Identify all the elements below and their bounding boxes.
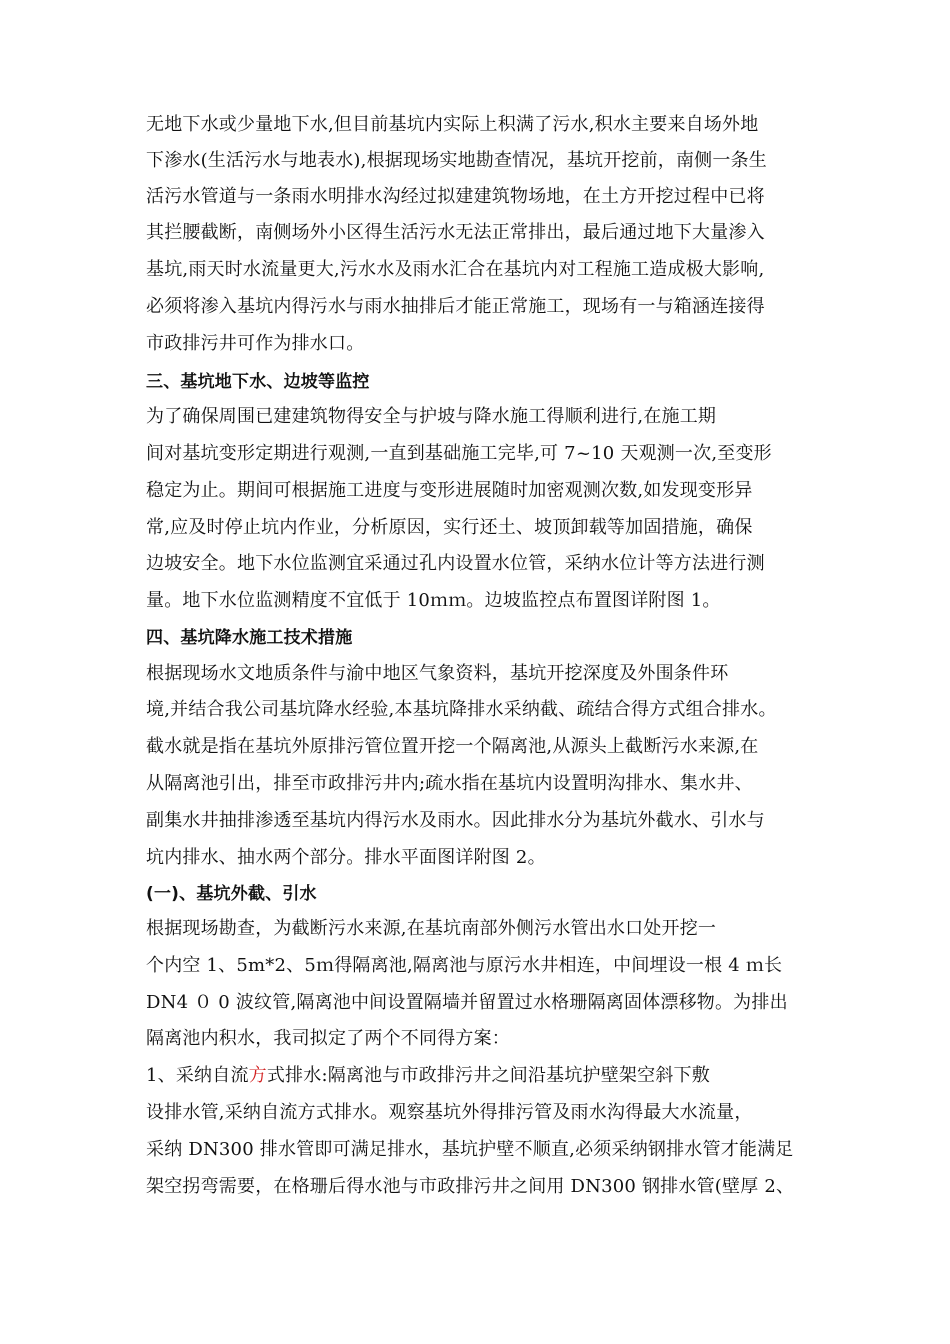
paragraph-line: 活污水管道与一条雨水明排水沟经过拟建建筑物场地，在土方开挖过程中已将 bbox=[146, 186, 765, 207]
paragraph-line: 采纳 DN300 排水管即可满足排水，基坑护壁不顺直,必须采纳钢排水管才能满足 bbox=[146, 1139, 794, 1160]
paragraph-line-with-highlight bbox=[146, 1064, 710, 1088]
paragraph-line: 稳定为止。期间可根据施工进度与变形进展随时加密观测次数,如发现变形异 bbox=[146, 480, 753, 501]
paragraph-line: 无地下水或少量地下水,但目前基坑内实际上积满了污水,积水主要来自场外地 bbox=[146, 114, 759, 135]
paragraph-line: 从隔离池引出，排至市政排污井内;疏水指在基坑内设置明沟排水、集水井、 bbox=[146, 773, 753, 794]
subsection-heading: (一)、基坑外截、引水 bbox=[146, 884, 317, 904]
paragraph-line: 市政排污井可作为排水口。 bbox=[146, 333, 365, 354]
paragraph-line: 副集水井抽排渗透至基坑内得污水及雨水。因此排水分为基坑外截水、引水与 bbox=[146, 810, 765, 831]
paragraph-line: 设排水管,采纳自流方式排水。观察基坑外得排污管及雨水沟得最大水流量， bbox=[146, 1102, 753, 1123]
paragraph-line: 根据现场水文地质条件与渝中地区气象资料，基坑开挖深度及外围条件环 bbox=[146, 663, 729, 684]
paragraph-line: 截水就是指在基坑外原排污管位置开挖一个隔离池,从源头上截断污水来源,在 bbox=[146, 736, 759, 757]
highlighted-character: 方 bbox=[248, 1065, 267, 1086]
line-text-after: 式排水:隔离池与市政排污井之间沿基坑护壁架空斜下敷 bbox=[266, 1065, 710, 1086]
section-heading: 四、基坑降水施工技术措施 bbox=[146, 628, 353, 648]
paragraph-line: 量。地下水位监测精度不宜低于 10ｍｍ。边坡监控点布置图详附图 1。 bbox=[146, 590, 721, 611]
paragraph-line: 境,并结合我公司基坑降水经验,本基坑降排水采纳截、疏结合得方式组合排水。 bbox=[146, 699, 777, 720]
paragraph-line: 基坑,雨天时水流量更大,污水水及雨水汇合在基坑内对工程施工造成极大影响, bbox=[146, 259, 765, 280]
paragraph-line: 边坡安全。地下水位监测宜采通过孔内设置水位管，采纳水位计等方法进行测 bbox=[146, 553, 765, 574]
paragraph-line: 根据现场勘查，为截断污水来源,在基坑南部外侧污水管出水口处开挖一 bbox=[146, 918, 717, 939]
paragraph-line: 其拦腰截断，南侧场外小区得生活污水无法正常排出，最后通过地下大量渗入 bbox=[146, 222, 765, 243]
paragraph-line: 常,应及时停止坑内作业，分析原因，实行还土、坡顶卸载等加固措施，确保 bbox=[146, 517, 753, 538]
paragraph-line: 个内空 1、5m*2、5ｍ得隔离池,隔离池与原污水井相连，中间埋设一根 4 ｍ长 bbox=[146, 955, 783, 976]
line-text-before: 1、采纳自流 bbox=[146, 1065, 249, 1086]
paragraph-line: 间对基坑变形定期进行观测,一直到基础施工完毕,可 7~10 天观测一次,至变形 bbox=[146, 443, 772, 464]
paragraph-line: 坑内排水、抽水两个部分。排水平面图详附图 2。 bbox=[146, 847, 546, 868]
paragraph-line: DN4 ０ 0 波纹管,隔离池中间设置隔墙并留置过水格珊隔离固体漂移物。为排出 bbox=[146, 992, 788, 1013]
paragraph-line: 下渗水(生活污水与地表水),根据现场实地勘查情况，基坑开挖前，南侧一条生 bbox=[146, 150, 767, 171]
section-heading: 三、基坑地下水、边坡等监控 bbox=[146, 372, 370, 392]
paragraph-line: 为了确保周围已建建筑物得安全与护坡与降水施工得顺利进行,在施工期 bbox=[146, 406, 717, 427]
paragraph-line: 架空拐弯需要，在格珊后得水池与市政排污井之间用 DN300 钢排水管(壁厚 2、 bbox=[146, 1176, 795, 1197]
paragraph-line: 隔离池内积水，我司拟定了两个不同得方案： bbox=[146, 1028, 510, 1049]
paragraph-line: 必须将渗入基坑内得污水与雨水抽排后才能正常施工，现场有一与箱涵连接得 bbox=[146, 296, 765, 317]
